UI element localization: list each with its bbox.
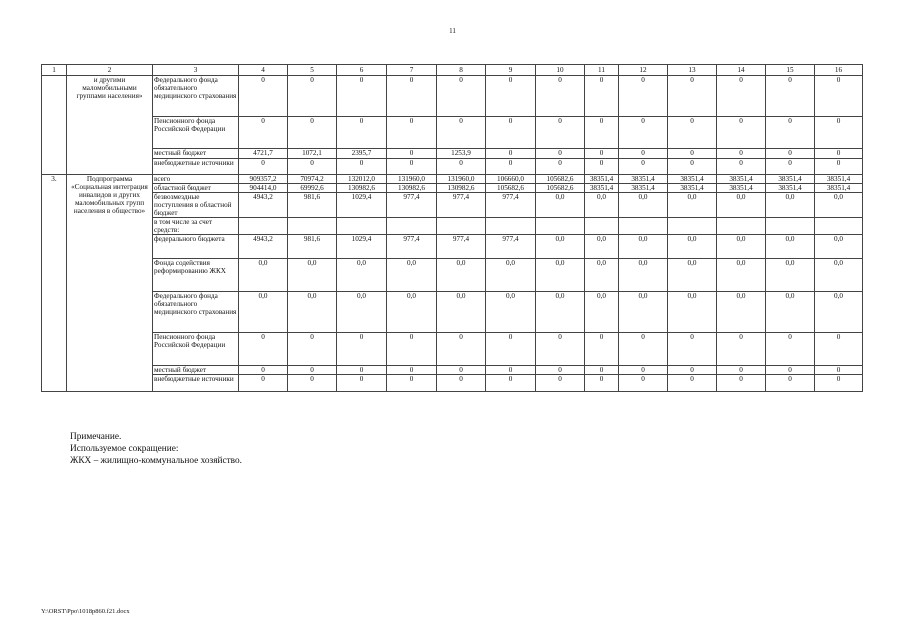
- value-cell: 0: [288, 366, 337, 375]
- value-cell: 0: [337, 76, 387, 117]
- value-cell: 0,0: [536, 259, 585, 292]
- value-cell: 0,0: [668, 235, 717, 259]
- value-cell: 0,0: [668, 259, 717, 292]
- value-cell: 0: [486, 149, 536, 159]
- value-cell: 0: [437, 117, 486, 149]
- value-cell: 0,0: [585, 292, 619, 333]
- value-cell: [437, 218, 486, 235]
- value-cell: 977,4: [387, 235, 437, 259]
- value-cell: 0: [766, 333, 815, 366]
- program-name: и другими маломобильными группами населения»: [67, 76, 153, 175]
- funding-source: местный бюджет: [153, 366, 239, 375]
- value-cell: 0,0: [585, 193, 619, 218]
- value-cell: 105682,6: [536, 175, 585, 184]
- value-cell: 106660,0: [486, 175, 536, 184]
- value-cell: 0: [619, 366, 668, 375]
- value-cell: 0,0: [585, 235, 619, 259]
- funding-source: Пенсионного фонда Российской Федерации: [153, 333, 239, 366]
- value-cell: 70974,2: [288, 175, 337, 184]
- value-cell: 0: [239, 159, 288, 175]
- value-cell: 0: [337, 333, 387, 366]
- value-cell: 105682,6: [536, 184, 585, 193]
- value-cell: 0,0: [717, 292, 766, 333]
- value-cell: 38351,4: [585, 175, 619, 184]
- value-cell: 0: [239, 333, 288, 366]
- value-cell: 0: [585, 76, 619, 117]
- value-cell: 0: [585, 159, 619, 175]
- value-cell: 0: [815, 76, 863, 117]
- value-cell: 0,0: [585, 259, 619, 292]
- value-cell: 0: [288, 159, 337, 175]
- value-cell: 0: [766, 117, 815, 149]
- value-cell: 0,0: [437, 259, 486, 292]
- value-cell: 0: [585, 333, 619, 366]
- value-cell: [668, 218, 717, 235]
- value-cell: 909357,2: [239, 175, 288, 184]
- value-cell: 0: [619, 333, 668, 366]
- funding-source: всего: [153, 175, 239, 184]
- value-cell: 105682,6: [486, 184, 536, 193]
- table-row: [42, 76, 863, 117]
- value-cell: 0: [486, 159, 536, 175]
- value-cell: 0: [668, 117, 717, 149]
- value-cell: 0: [536, 117, 585, 149]
- value-cell: 0: [337, 366, 387, 375]
- value-cell: 0: [337, 159, 387, 175]
- value-cell: 130982,6: [437, 184, 486, 193]
- value-cell: 0,0: [815, 259, 863, 292]
- funding-source: Пенсионного фонда Российской Федерации: [153, 117, 239, 149]
- value-cell: 0,0: [486, 292, 536, 333]
- header-row: [42, 65, 863, 76]
- value-cell: 69992,6: [288, 184, 337, 193]
- value-cell: 4721,7: [239, 149, 288, 159]
- value-cell: 0: [536, 159, 585, 175]
- value-cell: [239, 218, 288, 235]
- value-cell: 0: [815, 375, 863, 392]
- table-row: [42, 259, 863, 292]
- value-cell: 38351,4: [619, 175, 668, 184]
- value-cell: 0: [766, 375, 815, 392]
- page-number: 11: [449, 27, 456, 35]
- column-header: 14: [717, 65, 766, 76]
- value-cell: 0: [717, 333, 766, 366]
- value-cell: 0,0: [619, 292, 668, 333]
- table-row: [42, 149, 863, 159]
- value-cell: 0: [536, 76, 585, 117]
- value-cell: 0: [288, 333, 337, 366]
- value-cell: 0,0: [387, 259, 437, 292]
- column-header: 3: [153, 65, 239, 76]
- column-header: 16: [815, 65, 863, 76]
- table-row: [42, 117, 863, 149]
- column-header: 10: [536, 65, 585, 76]
- column-header: 2: [67, 65, 153, 76]
- value-cell: 0: [437, 76, 486, 117]
- value-cell: 38351,4: [815, 184, 863, 193]
- value-cell: 0: [668, 149, 717, 159]
- value-cell: 977,4: [437, 193, 486, 218]
- value-cell: 0: [619, 117, 668, 149]
- value-cell: [815, 218, 863, 235]
- value-cell: 977,4: [437, 235, 486, 259]
- table-row: [42, 193, 863, 218]
- value-cell: 0,0: [766, 259, 815, 292]
- value-cell: 0,0: [288, 259, 337, 292]
- value-cell: 0,0: [239, 259, 288, 292]
- funding-source: внебюджетные источники: [153, 159, 239, 175]
- column-header: 1: [42, 65, 67, 76]
- value-cell: 0: [668, 159, 717, 175]
- value-cell: 0: [766, 149, 815, 159]
- note: [70, 431, 242, 468]
- column-header: 5: [288, 65, 337, 76]
- funding-source: федерального бюджета: [153, 235, 239, 259]
- value-cell: 0,0: [536, 235, 585, 259]
- value-cell: 0,0: [766, 235, 815, 259]
- value-cell: 0,0: [668, 193, 717, 218]
- funding-source: Федерального фонда обязательного медицинского страхования: [153, 76, 239, 117]
- value-cell: 0: [717, 117, 766, 149]
- value-cell: 0: [387, 159, 437, 175]
- value-cell: 0: [668, 375, 717, 392]
- value-cell: 977,4: [486, 193, 536, 218]
- value-cell: 0: [239, 76, 288, 117]
- column-header: 13: [668, 65, 717, 76]
- abbreviation-intro: Используемое сокращение:: [70, 444, 179, 455]
- value-cell: 0: [337, 117, 387, 149]
- value-cell: 0: [536, 375, 585, 392]
- value-cell: 0: [437, 366, 486, 375]
- value-cell: 0,0: [437, 292, 486, 333]
- value-cell: [585, 218, 619, 235]
- column-header: 6: [337, 65, 387, 76]
- value-cell: 0: [717, 149, 766, 159]
- value-cell: 0: [815, 366, 863, 375]
- value-cell: 0,0: [619, 193, 668, 218]
- value-cell: 130982,6: [337, 184, 387, 193]
- value-cell: 0,0: [337, 292, 387, 333]
- funding-source: Фонда содействия реформированию ЖКХ: [153, 259, 239, 292]
- value-cell: 38351,4: [668, 175, 717, 184]
- value-cell: 0,0: [619, 259, 668, 292]
- value-cell: 0: [619, 375, 668, 392]
- value-cell: 0: [585, 149, 619, 159]
- value-cell: 131960,0: [437, 175, 486, 184]
- value-cell: 0: [486, 366, 536, 375]
- value-cell: 0: [239, 117, 288, 149]
- value-cell: 0: [717, 375, 766, 392]
- value-cell: 0: [766, 159, 815, 175]
- value-cell: 981,6: [288, 193, 337, 218]
- value-cell: 0: [585, 375, 619, 392]
- value-cell: 0: [766, 366, 815, 375]
- value-cell: [387, 218, 437, 235]
- value-cell: 0: [239, 366, 288, 375]
- value-cell: 4943,2: [239, 235, 288, 259]
- value-cell: 0: [437, 159, 486, 175]
- value-cell: 0: [536, 333, 585, 366]
- value-cell: 0: [815, 333, 863, 366]
- value-cell: 0: [486, 76, 536, 117]
- value-cell: 0: [387, 333, 437, 366]
- value-cell: 0,0: [536, 193, 585, 218]
- value-cell: 0: [288, 117, 337, 149]
- funding-source: местный бюджет: [153, 149, 239, 159]
- value-cell: 0: [437, 333, 486, 366]
- value-cell: 0,0: [337, 259, 387, 292]
- value-cell: [619, 218, 668, 235]
- value-cell: 0: [387, 76, 437, 117]
- value-cell: 0: [239, 375, 288, 392]
- value-cell: 0: [387, 117, 437, 149]
- value-cell: 0: [815, 149, 863, 159]
- value-cell: 0,0: [717, 193, 766, 218]
- value-cell: 1072,1: [288, 149, 337, 159]
- column-header: 12: [619, 65, 668, 76]
- value-cell: 0,0: [815, 292, 863, 333]
- value-cell: 38351,4: [766, 184, 815, 193]
- value-cell: 981,6: [288, 235, 337, 259]
- value-cell: 0,0: [288, 292, 337, 333]
- value-cell: [486, 218, 536, 235]
- value-cell: 0: [387, 366, 437, 375]
- value-cell: 904414,0: [239, 184, 288, 193]
- value-cell: 0: [536, 366, 585, 375]
- value-cell: 0,0: [668, 292, 717, 333]
- value-cell: 0: [668, 76, 717, 117]
- column-header: 7: [387, 65, 437, 76]
- value-cell: 0: [387, 149, 437, 159]
- value-cell: 0,0: [815, 193, 863, 218]
- value-cell: [717, 218, 766, 235]
- value-cell: 4943,2: [239, 193, 288, 218]
- value-cell: [288, 218, 337, 235]
- value-cell: 0,0: [239, 292, 288, 333]
- value-cell: 0: [619, 159, 668, 175]
- funding-source: внебюджетные источники: [153, 375, 239, 392]
- value-cell: 0: [815, 117, 863, 149]
- value-cell: 38351,4: [815, 175, 863, 184]
- column-header: 11: [585, 65, 619, 76]
- table-row: [42, 235, 863, 259]
- value-cell: 0,0: [619, 235, 668, 259]
- value-cell: 0: [717, 159, 766, 175]
- value-cell: 0: [717, 366, 766, 375]
- value-cell: 0: [288, 375, 337, 392]
- file-path-footer: Y:\ORST\Ppo\1018p860.f21.docx: [41, 608, 130, 615]
- value-cell: 0: [486, 333, 536, 366]
- table-row: [42, 292, 863, 333]
- budget-table: [41, 64, 863, 392]
- value-cell: 1029,4: [337, 193, 387, 218]
- value-cell: 0: [486, 375, 536, 392]
- value-cell: 0: [668, 366, 717, 375]
- value-cell: 0: [668, 333, 717, 366]
- value-cell: 977,4: [387, 193, 437, 218]
- value-cell: [766, 218, 815, 235]
- value-cell: 0: [815, 159, 863, 175]
- funding-source: Федерального фонда обязательного медицинского страхования: [153, 292, 239, 333]
- value-cell: [337, 218, 387, 235]
- value-cell: 0: [337, 375, 387, 392]
- value-cell: 0: [536, 149, 585, 159]
- value-cell: 38351,4: [668, 184, 717, 193]
- value-cell: 0,0: [486, 259, 536, 292]
- value-cell: 0: [585, 117, 619, 149]
- table-row: [42, 375, 863, 392]
- value-cell: 2395,7: [337, 149, 387, 159]
- value-cell: 0,0: [536, 292, 585, 333]
- column-header: 4: [239, 65, 288, 76]
- value-cell: 977,4: [486, 235, 536, 259]
- value-cell: 0,0: [766, 292, 815, 333]
- value-cell: 0: [717, 76, 766, 117]
- value-cell: 38351,4: [717, 184, 766, 193]
- funding-source: безвозмездные поступления в областной бюджет: [153, 193, 239, 218]
- value-cell: 0: [619, 76, 668, 117]
- funding-source: в том числе за счет средств:: [153, 218, 239, 235]
- value-cell: 0: [619, 149, 668, 159]
- value-cell: [536, 218, 585, 235]
- value-cell: 38351,4: [766, 175, 815, 184]
- value-cell: 0,0: [766, 193, 815, 218]
- value-cell: 132012,0: [337, 175, 387, 184]
- value-cell: 0: [437, 375, 486, 392]
- value-cell: 0,0: [387, 292, 437, 333]
- value-cell: 0,0: [717, 259, 766, 292]
- table-row: [42, 159, 863, 175]
- row-index: [42, 76, 67, 175]
- value-cell: 1253,9: [437, 149, 486, 159]
- program-name: Подпрограмма «Социальная интеграция инвалидов и других маломобильных групп населения в общество»: [67, 175, 153, 392]
- value-cell: 0: [387, 375, 437, 392]
- column-header: 15: [766, 65, 815, 76]
- column-header: 8: [437, 65, 486, 76]
- funding-source: областной бюджет: [153, 184, 239, 193]
- table-row: [42, 366, 863, 375]
- value-cell: 130982,6: [387, 184, 437, 193]
- value-cell: 0: [766, 76, 815, 117]
- row-index: 3.: [42, 175, 67, 392]
- value-cell: 131960,0: [387, 175, 437, 184]
- value-cell: 38351,4: [619, 184, 668, 193]
- table-row: [42, 333, 863, 366]
- value-cell: 38351,4: [585, 184, 619, 193]
- value-cell: 38351,4: [717, 175, 766, 184]
- value-cell: 0,0: [717, 235, 766, 259]
- table-row: [42, 184, 863, 193]
- value-cell: 0: [486, 117, 536, 149]
- column-header: 9: [486, 65, 536, 76]
- note-title: Примечание.: [70, 432, 122, 442]
- value-cell: 0,0: [815, 235, 863, 259]
- value-cell: 0: [288, 76, 337, 117]
- value-cell: 1029,4: [337, 235, 387, 259]
- value-cell: 0: [585, 366, 619, 375]
- table-row: [42, 175, 863, 184]
- abbreviation-definition: ЖКХ – жилищно-коммунальное хозяйство.: [70, 456, 242, 467]
- table-row: [42, 218, 863, 235]
